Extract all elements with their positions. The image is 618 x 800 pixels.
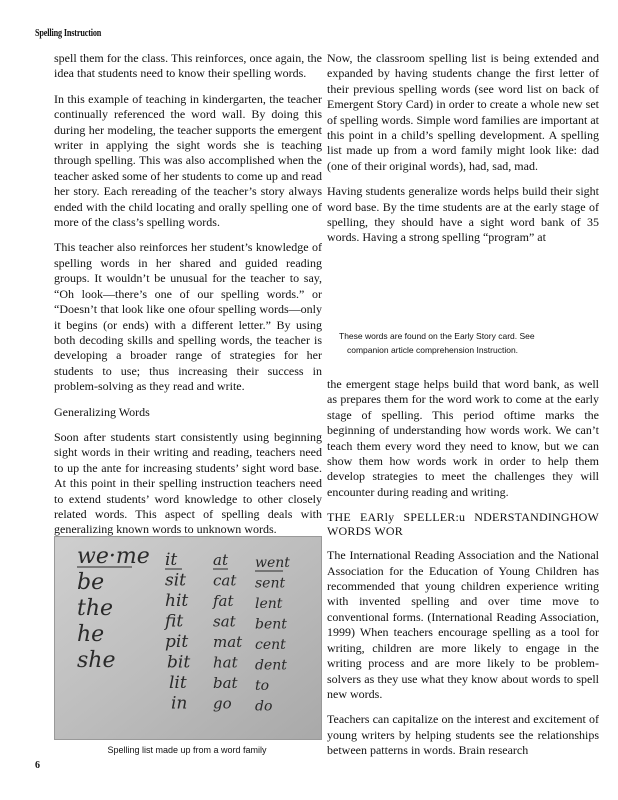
handwritten-word: hat	[213, 653, 238, 672]
handwritten-word: to	[255, 678, 270, 694]
handwritten-word: sat	[213, 612, 236, 631]
handwritten-word: lit	[169, 673, 187, 693]
handwritten-word: cent	[255, 637, 286, 653]
right-column-bottom	[327, 377, 599, 769]
handwritten-word: it	[165, 550, 178, 570]
handwritten-word: bent	[255, 616, 287, 633]
paragraph: The International Reading Association and the National Association for the Education of Young Children has recommended that young children experience writing with invented spelling and over time move to conventional forms. (International Reading Association, 1999) When teachers encourage spelling as a tool for writing, children are more likely to engage in the writing process and are more likely to be problem-solvers as they use what they know about words to spell new words.	[327, 548, 599, 701]
handwritten-word: sit	[165, 570, 186, 591]
handwritten-word: he	[77, 622, 105, 647]
paragraph: the emergent stage helps build that word bank, as well as prepares them for the word work to come at the early stage of spelling. This period oftime marks the beginning of understanding how words work. We can’t teach them every word they need to know, but we can show them how words work in order to help them develop strategies to meet the challenges they will encounter during reading and writing.	[327, 377, 599, 499]
handwritten-word: dent	[255, 657, 287, 674]
handwritten-word: pit	[165, 632, 189, 652]
handwritten-word: fit	[165, 611, 184, 632]
footnote-line: These words are found on the Early Story card. See	[339, 331, 535, 341]
paragraph: Soon after students start consistently using beginning sight words in their writing and reading, teachers need to up the ante for increasing students’ sight word base. At this point in their spelling instruction teachers need to extend students’ word knowledge to other closely related words. This aspect of spelling deals with generalizing known words to unknown words.	[54, 429, 322, 537]
handwritten-word: hit	[165, 591, 189, 611]
handwritten-word: do	[255, 698, 273, 715]
photo-caption: Spelling list made up from a word family	[107, 745, 267, 755]
paragraph: spell them for the class. This reinforces, once again, the idea that students need to know their spelling words.	[54, 51, 322, 81]
word-family-photo	[54, 536, 322, 740]
photo-canvas	[55, 537, 321, 739]
subheading-generalizing-words: Generalizing Words	[54, 404, 150, 419]
page-number: 6	[35, 760, 40, 771]
handwritten-word: be	[77, 570, 105, 595]
handwritten-word: mat	[213, 633, 243, 651]
handwritten-word: fat	[213, 592, 234, 610]
handwritten-word: the	[77, 596, 114, 621]
left-column	[54, 51, 322, 548]
handwritten-word: at	[213, 551, 228, 569]
handwritten-word: sent	[255, 575, 286, 592]
handwritten-word: went	[255, 555, 290, 571]
paragraph: Now, the classroom spelling list is being extended and expanded by having students change the first letter of their previous spelling words (see word list on back of Emergent Story Card) in order to create a whole new set of spelling words. Simple word families are important at this point in a child’s spelling development. A spelling list made up from a word family might look like: dad (one of their original words), had, sad, mad.	[327, 51, 599, 173]
paragraph: Having students generalize words helps build their sight word base. By the time students are at the early stage of spelling, they should have a sight word bank of 35 words. Having a strong spelling “program” at	[327, 184, 599, 245]
right-column-top	[327, 51, 599, 256]
handwritten-word: cat	[213, 571, 237, 590]
handwritten-word: bit	[167, 652, 191, 673]
handwritten-word: we·me	[77, 544, 150, 569]
handwritten-word: go	[213, 694, 232, 713]
handwritten-word: lent	[255, 596, 283, 612]
handwritten-word: she	[77, 648, 116, 673]
paragraph: In this example of teaching in kindergarten, the teacher continually referenced the word wall. By doing this during her modeling, the teacher supports the emergent writer in applying the sight words she is teaching through spelling. This was also accomplished when the teacher asked some of her students to come up and read her story. Each rereading of the teacher’s story always ended with the child locating and orally spelling one of more of the class’s spelling words.	[54, 91, 322, 230]
handwritten-word: in	[171, 693, 188, 714]
handwritten-word: bat	[213, 674, 238, 692]
paragraph: Teachers can capitalize on the interest and excitement of young writers by helping students see the relationships between patterns in words. Brain research	[327, 712, 599, 758]
paragraph: This teacher also reinforces her student’s knowledge of spelling words in her shared and guided reading groups. It wouldn’t be unusual for the teacher to say, “Oh look—there’s one of our spelling words.” or “Doesn’t that look like one ofour spelling words—only it begins (or ends) with a different letter.” By using both decoding skills and spelling words, the teacher is developing a broader range of strategies for her students to use; thus increasing their success in problem-solving as they read and write.	[54, 240, 322, 394]
footnote-line: companion article comprehension Instruction.	[347, 345, 519, 355]
section-heading: THE EARly SPELLER:u NDERSTANDINGHOW WORDS WOR	[327, 510, 599, 539]
running-header: Spelling Instruction	[35, 28, 102, 39]
footnote	[339, 329, 589, 357]
